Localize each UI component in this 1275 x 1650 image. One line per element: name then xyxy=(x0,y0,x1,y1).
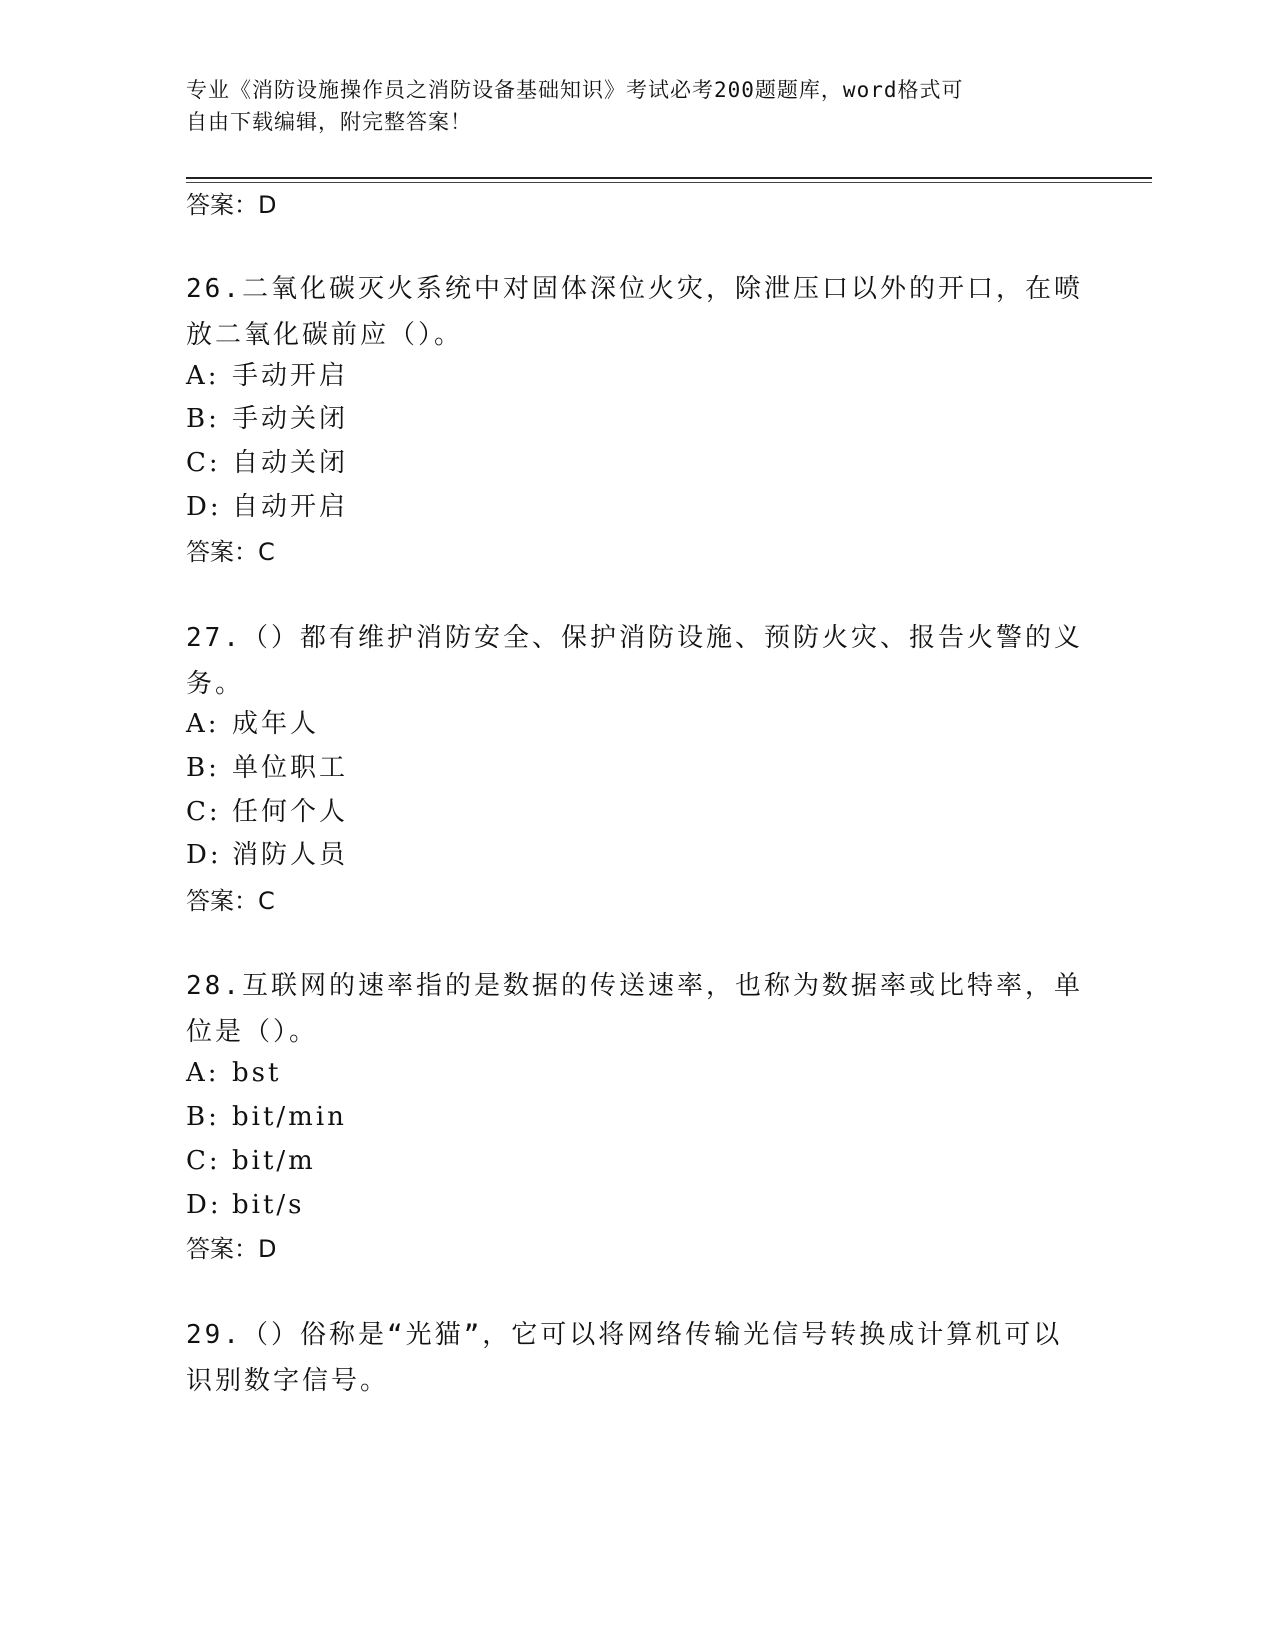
option-text: bit/s xyxy=(232,1190,305,1220)
option-key: A: xyxy=(186,1058,220,1088)
option-key: A: xyxy=(186,361,220,391)
question-29 xyxy=(186,1312,1086,1404)
answer-q25: 答案：D xyxy=(186,191,277,219)
option-text: 成年人 xyxy=(232,709,320,739)
header-divider-thin xyxy=(186,182,1152,183)
q26-option-d xyxy=(186,490,348,524)
q26-option-b xyxy=(186,402,348,436)
question-28-line-2: 位是（）。 xyxy=(186,1017,319,1047)
option-key: C: xyxy=(186,448,221,478)
option-key: B: xyxy=(186,404,220,434)
question-28-line-1: 28.互联网的速率指的是数据的传送速率，也称为数据率或比特率，单 xyxy=(186,971,1083,1001)
option-key: D: xyxy=(186,1190,222,1220)
q28-option-c xyxy=(186,1144,316,1178)
q27-option-a xyxy=(186,707,319,741)
q28-option-a xyxy=(186,1056,281,1090)
q26-option-c xyxy=(186,446,348,480)
question-29-line-1: 29.（）俗称是“光猫”，它可以将网络传输光信号转换成计算机可以 xyxy=(186,1320,1063,1350)
q26-option-a xyxy=(186,359,348,393)
option-text: bit/min xyxy=(232,1102,347,1132)
option-text: 自动开启 xyxy=(232,492,349,522)
answer-q26: 答案：C xyxy=(186,538,275,566)
option-text: 单位职工 xyxy=(232,753,349,783)
option-key: B: xyxy=(186,1102,220,1132)
q28-option-d xyxy=(186,1188,305,1222)
q27-option-d xyxy=(186,838,348,872)
q28-option-b xyxy=(186,1100,347,1134)
header-divider-thick xyxy=(186,177,1152,179)
option-text: 自动关闭 xyxy=(232,448,349,478)
option-key: B: xyxy=(186,753,220,783)
option-text: 手动关闭 xyxy=(232,404,349,434)
option-text: bst xyxy=(232,1058,282,1088)
option-text: 消防人员 xyxy=(232,840,349,870)
option-key: C: xyxy=(186,797,221,827)
header-line-2: 自由下载编辑，附完整答案！ xyxy=(186,110,472,134)
answer-q28: 答案：D xyxy=(186,1235,277,1263)
option-key: D: xyxy=(186,492,222,522)
question-27-line-1: 27.（）都有维护消防安全、保护消防设施、预防火灾、报告火警的义 xyxy=(186,623,1083,653)
question-27 xyxy=(186,615,1086,707)
question-28 xyxy=(186,963,1086,1055)
option-key: C: xyxy=(186,1146,221,1176)
q27-option-b xyxy=(186,751,348,785)
question-26-line-2: 放二氧化碳前应（）。 xyxy=(186,320,464,350)
question-29-line-2: 识别数字信号。 xyxy=(186,1366,390,1396)
document-header xyxy=(186,74,1086,138)
header-line-1: 专业《消防设施操作员之消防设备基础知识》考试必考200题题库，word格式可 xyxy=(186,78,964,102)
option-key: D: xyxy=(186,840,222,870)
question-27-line-2: 务。 xyxy=(186,669,245,699)
option-text: bit/m xyxy=(232,1146,316,1176)
q27-option-c xyxy=(186,795,348,829)
option-key: A: xyxy=(186,709,220,739)
answer-q27: 答案：C xyxy=(186,887,275,915)
option-text: 手动开启 xyxy=(232,361,349,391)
option-text: 任何个人 xyxy=(232,797,349,827)
question-26-line-1: 26.二氧化碳灭火系统中对固体深位火灾，除泄压口以外的开口，在喷 xyxy=(186,274,1083,304)
question-26 xyxy=(186,266,1086,358)
